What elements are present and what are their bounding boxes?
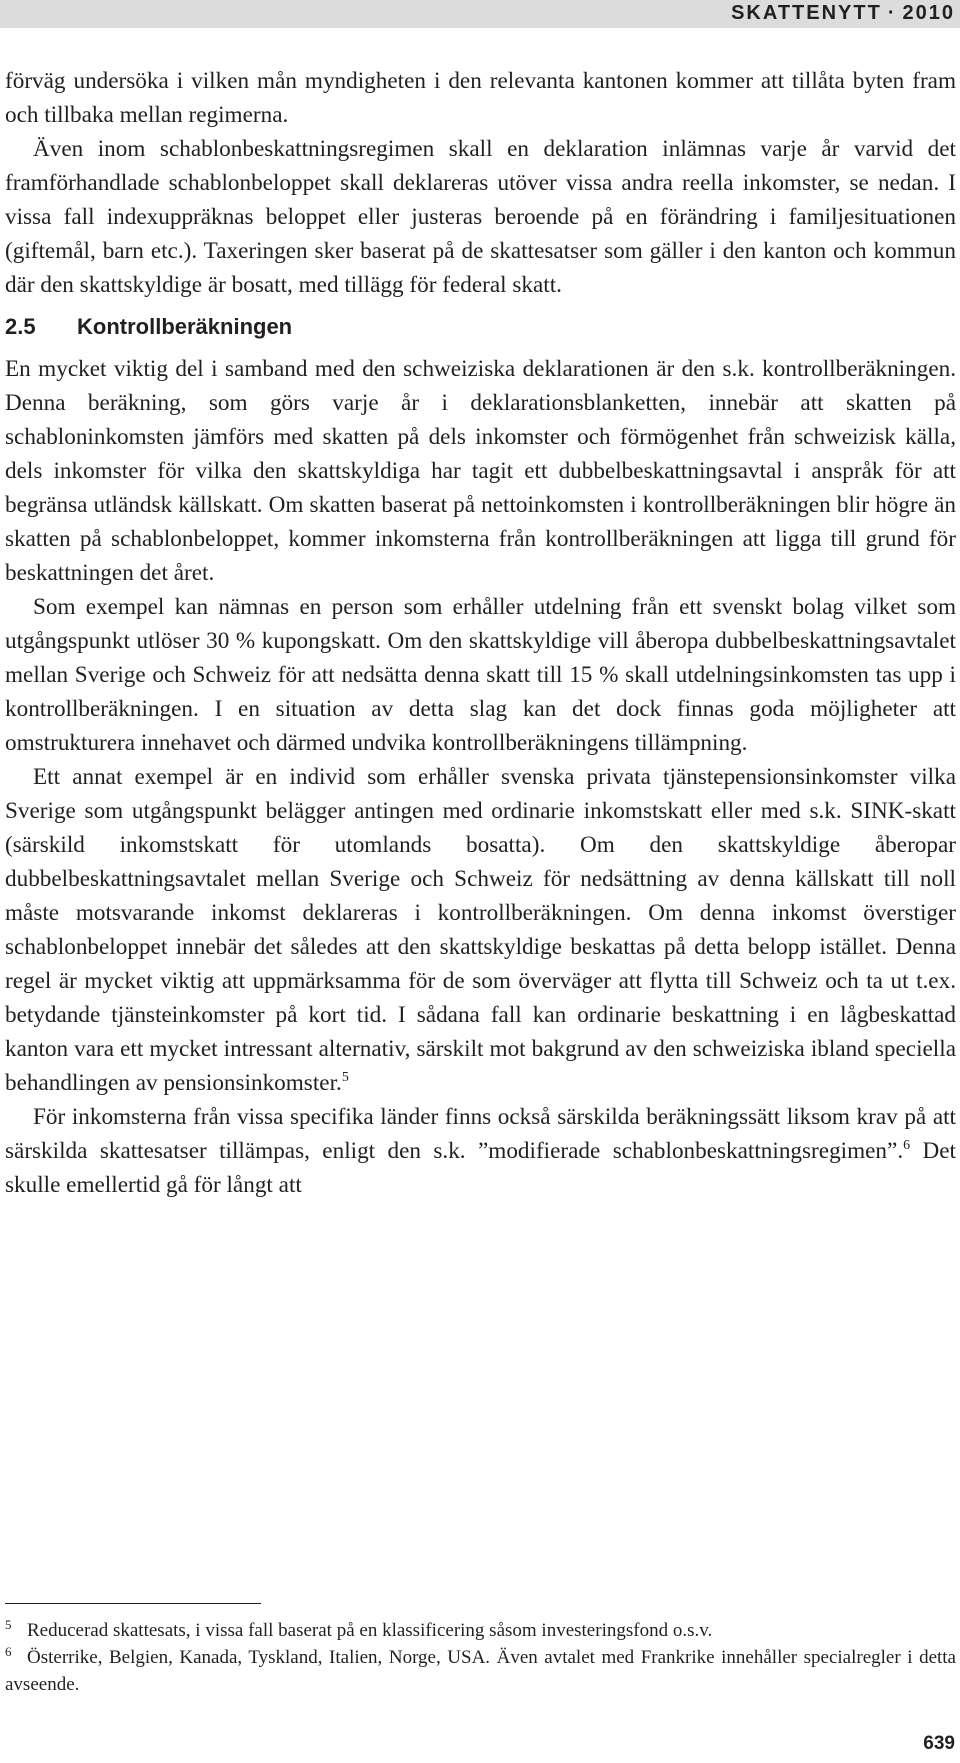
paragraph-3: En mycket viktig del i samband med den schweiziska deklarationen är den s.k. kontrollberäkningen. Denna beräkning, som görs varje år i deklarationsblanketten, innebär att skatten på schabloninkomsten jämförs med skatten på dels inkomster och förmögenhet från schweizisk källa, dels inkomster för vilka den skattskyldiga har tagit ett dubbelbeskattningsavtal i anspråk för att begränsa utländsk källskatt. Om skatten baserat på nettoinkomsten i kontrollberäkningen blir högre än skatten på schablonbeloppet, kommer inkomsterna från kontrollberäkningen att ligga till grund för beskattningen det året.	[5, 356, 956, 586]
header-separator: ·	[887, 2, 897, 24]
section-number: 2.5	[5, 314, 36, 339]
footnote-text: Reducerad skattesats, i vissa fall baserat på en klassificering såsom investeringsfond o.s.v.	[27, 1620, 713, 1641]
paragraph-1: förväg undersöka i vilken mån myndigheten i den relevanta kantonen kommer att tillåta byten fram och tillbaka mellan regimerna.	[5, 68, 956, 128]
footnotes	[5, 1617, 956, 1698]
footnote-6: 6 Österrike, Belgien, Kanada, Tyskland, Italien, Norge, USA. Även avtalet med Frankrike innehåller specialregler i detta avseende.	[5, 1644, 956, 1695]
footnote-ref-5[interactable]: 5	[341, 1070, 349, 1085]
paragraph-2: Även inom schablonbeskattningsregimen skall en deklaration inlämnas varje år varvid det framförhandlade schablonbeloppet skall deklareras utöver vissa andra reella inkomster, se nedan. I vissa fall indexuppräknas beloppet eller justeras beroende på en förändring i familjesituationen (giftemål, barn etc.). Taxeringen sker baserat på de skattesatser som gäller i den kanton och kommun där den skattskyldige är bosatt, med tillägg för federal skatt.	[5, 136, 956, 298]
paragraph-5-text: Ett annat exempel är en individ som erhåller svenska privata tjänstepensionsinkomster vilka Sverige som utgångspunkt belägger antingen med ordinarie inkomstskatt eller med s.k. SINK-skatt (särskild inkomstskatt för utomlands bosatta). Om den skattskyldige åberopar dubbelbeskattningsavtalet mellan Sverige och Schweiz för nedsättning av denna källskatt till noll måste motsvarande inkomst deklareras i kontrollberäkningen. Om denna inkomst överstiger schablonbeloppet innebär det således att den skattskyldige beskattas på detta belopp istället. Denna regel är mycket viktig att uppmärksamma för de som överväger att flytta till Schweiz och ta ut t.ex. betydande tjänsteinkomster på kort tid. I sådana fall kan ordinarie beskattning i en lågbeskattad kanton vara ett mycket intressant alternativ, särskilt mot bakgrund av den schweiziska ibland speciella behandlingen av pensionsinkomster.	[5, 764, 956, 1096]
running-header	[0, 0, 960, 28]
footnote-5: 5 Reducerad skattesats, i vissa fall baserat på en klassificering såsom investeringsfond o.s.v.	[5, 1617, 713, 1641]
paragraph-6-text: För inkomsterna från vissa specifika länder finns också särskilda beräkningssätt liksom krav på att särskilda skattesatser tillämpas, enligt den s.k. ”modifierade schablonbeskattningsregimen”.	[5, 1104, 956, 1164]
journal-title	[731, 2, 955, 25]
body-text	[5, 64, 956, 1202]
paragraph-4: Som exempel kan nämnas en person som erhåller utdelning från ett svenskt bolag vilket som utgångspunkt utlöser 30 % kupongskatt. Om den skattskyldige vill åberopa dubbelbeskattningsavtalet mellan Sverige och Schweiz för att nedsätta denna skatt till 15 % skall utdelningsinkomsten tas upp i kontrollberäkningen. I en situation av detta slag kan det dock finnas goda möjligheter att omstrukturera innehavet och därmed undvika kontrollberäkningens tillämpning.	[5, 594, 956, 756]
footnote-divider	[5, 1603, 261, 1604]
page-number: 639	[923, 1733, 955, 1754]
footnote-ref-6[interactable]: 6	[903, 1138, 911, 1153]
footnote-text: Österrike, Belgien, Kanada, Tyskland, Italien, Norge, USA. Även avtalet med Frankrike innehåller specialregler i detta avseende.	[5, 1647, 956, 1695]
journal-year: 2010	[902, 2, 955, 24]
section-title: Kontrollberäkningen	[77, 314, 293, 339]
paragraph-6-tail: Det skulle emellertid gå för långt att	[5, 1138, 957, 1198]
journal-name: SKATTENYTT	[731, 2, 882, 24]
section-heading	[5, 307, 956, 347]
paragraph-5	[5, 760, 956, 1100]
paragraph-6	[5, 1100, 956, 1202]
